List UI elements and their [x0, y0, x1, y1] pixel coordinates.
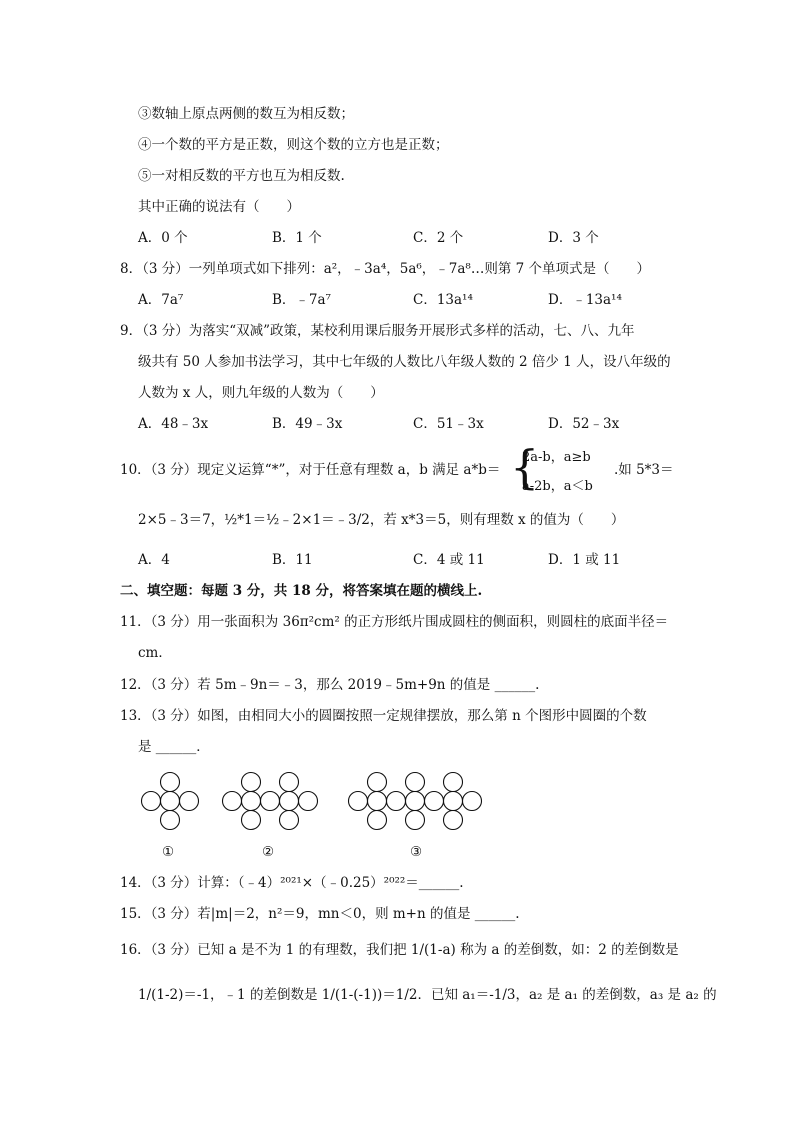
q9-option-c: C．51﹣3x: [413, 416, 484, 432]
q9-option-a: A．48﹣3x: [138, 416, 209, 432]
figure-label-1: ①: [162, 844, 175, 860]
q10-case-1: 2a-b，a≥b: [522, 450, 591, 465]
q7-item-4: ④一个数的平方是正数，则这个数的立方也是正数；: [138, 137, 449, 153]
q7-option-c: C．2 个: [413, 230, 464, 246]
q13-line-2: 是 ______．: [138, 739, 210, 755]
q7-option-d: D．3 个: [548, 230, 599, 246]
q8-stem: 8．（3 分）一列单项式如下排列：a²，﹣3a⁴，5a⁶，﹣7a⁸…则第 7 个单项式是（ ）: [120, 261, 650, 277]
q8-option-d: D．﹣13a¹⁴: [548, 292, 622, 308]
circle-pattern-figure: [130, 768, 510, 838]
cases-brace: {: [510, 440, 540, 494]
q9-line-3: 人数为 x 人，则九年级的人数为（ ）: [138, 385, 384, 401]
q15-stem: 15．（3 分）若|m|＝2，n²＝9，mn＜0，则 m+n 的值是 ______.: [120, 906, 520, 922]
q7-option-a: A．0 个: [138, 230, 188, 246]
q10-option-b: B．11: [272, 552, 313, 568]
q16-line-2: 1/(1-2)＝-1，﹣1 的差倒数是 1/(1-(-1))＝1/2．已知 a₁＝-1/3，a₂ 是 a₁ 的差倒数，a₃ 是 a₂ 的: [138, 987, 717, 1003]
q10-stem: 10．（3 分）现定义运算“*”，对于任意有理数 a，b 满足 a*b＝: [120, 462, 501, 478]
pattern-figure-1: [142, 773, 199, 830]
q8-option-a: A．7a⁷: [138, 292, 184, 308]
q11-line-1: 11．（3 分）用一张面积为 36π²cm² 的正方形纸片围成圆柱的侧面积，则圆柱的底面半径＝: [120, 614, 669, 630]
figure-label-3: ③: [410, 844, 423, 860]
q9-option-b: B．49﹣3x: [272, 416, 343, 432]
figure-label-2: ②: [262, 844, 275, 860]
q10-line-2: 2×5﹣3＝7，½*1＝½﹣2×1＝﹣3/2，若 x*3＝5，则有理数 x 的值为（ ）: [138, 512, 625, 528]
q7-prompt: 其中正确的说法有（ ）: [138, 199, 300, 215]
q14-stem: 14．（3 分）计算：（﹣4）²⁰²¹×（﹣0.25）²⁰²²＝______.: [120, 875, 464, 891]
q9-line-2: 级共有 50 人参加书法学习，其中七年级的人数比八年级人数的 2 倍少 1 人，设八年级的: [138, 354, 671, 370]
q8-option-c: C．13a¹⁴: [413, 292, 473, 308]
q9-option-d: D．52﹣3x: [548, 416, 620, 432]
q10-option-d: D．1 或 11: [548, 552, 621, 568]
q11-line-2: cm．: [138, 645, 172, 661]
q16-line-1: 16．（3 分）已知 a 是不为 1 的有理数，我们把 1/(1-a) 称为 a 的差倒数，如：2 的差倒数是: [120, 942, 679, 958]
q13-line-1: 13．（3 分）如图，由相同大小的圆圈按照一定规律摆放，那么第 n 个图形中圆圈的个数: [120, 708, 647, 724]
q10-option-a: A．4: [138, 552, 170, 568]
q7-option-b: B．1 个: [272, 230, 322, 246]
q9-line-1: 9．（3 分）为落实“双减”政策，某校利用课后服务开展形式多样的活动，七、八、九年: [120, 323, 635, 339]
pattern-figure-3: [349, 773, 482, 830]
q7-item-5: ⑤一对相反数的平方也互为相反数.: [138, 168, 345, 184]
q10-after-cases: .如 5*3＝: [614, 462, 674, 478]
q7-item-3: ③数轴上原点两侧的数互为相反数；: [138, 106, 354, 122]
q10-case-2: a-2b，a＜b: [522, 479, 593, 494]
pattern-figure-2: [223, 773, 318, 830]
q10-option-c: C．4 或 11: [413, 552, 485, 568]
section-heading: 二、填空题：每题 3 分，共 18 分，将答案填在题的横线上.: [120, 583, 483, 599]
q8-option-b: B．﹣7a⁷: [272, 292, 331, 308]
q12-stem: 12．（3 分）若 5m﹣9n＝﹣3，那么 2019﹣5m+9n 的值是 ______.: [120, 677, 540, 693]
